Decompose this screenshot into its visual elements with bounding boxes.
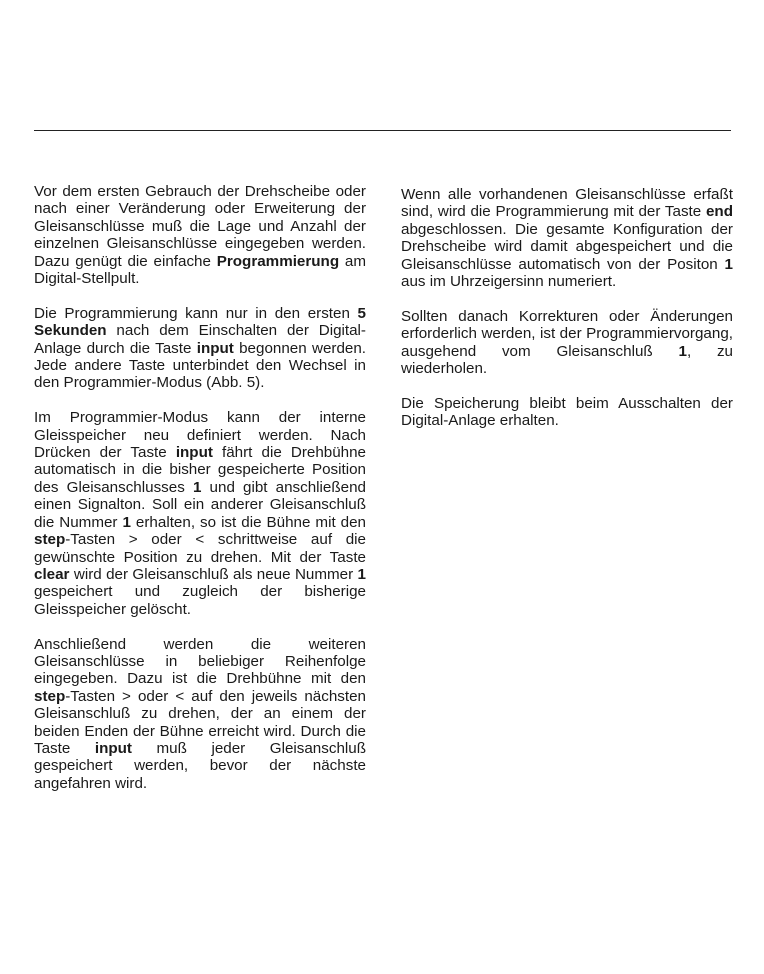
paragraph: Die Programmierung kann nur in den ersten 5 Sekunden nach dem Einschalten der Digital-Anlage durch die Taste input begonnen werden. Jede andere Taste unterbindet den Wechsel in den Programmier-Modus (Abb. 5). <box>34 304 367 392</box>
paragraph: Im Programmier-Modus kann der interne Gleisspeicher neu definiert werden. Nach Drücken der Taste input fährt die Drehbühne automatisch in die bisher gespeicherte Position des Gleisanschlusses 1 und gibt anschließend einen Signalton. Soll ein anderer Gleisanschluß die Nummer 1 erhalten, so ist die Bühne mit den step-Tasten > oder < schrittweise auf die gewünschte Position zu drehen. Mit der Taste clear wird der Gleisanschluß als neue Nummer 1 gespeichert und zugleich der bisherige Gleisspeicher gelöscht. <box>34 409 367 618</box>
right-column <box>401 186 733 447</box>
paragraph: Die Speicherung bleibt beim Ausschalten der Digital-Anlage erhalten. <box>401 394 733 430</box>
paragraph: Anschließend werden die weiteren Gleisanschlüsse in beliebiger Reihenfolge eingegeben. Dazu ist die Drehbühne mit den step-Tasten > oder < auf den jeweils nächsten Gleisanschluß zu drehen, der an einem der beiden Enden der Bühne erreicht wird. Durch die Taste input muß jeder Gleisanschluß gespeichert werden, bevor der nächste angefahren wird. <box>34 635 366 792</box>
header-rule <box>34 130 731 131</box>
left-column <box>34 183 366 810</box>
paragraph: Wenn alle vorhandenen Gleisanschlüsse erfaßt sind, wird die Programmierung mit der Taste end abgeschlossen. Die gesamte Konfiguration der Drehscheibe wird damit abgespeichert und die Gleisanschlüsse automatisch von der Positon 1 aus im Uhrzeigersinn numeriert. <box>401 186 733 291</box>
paragraph: Sollten danach Korrekturen oder Änderungen erforderlich werden, ist der Programmiervorgang, ausgehend vom Gleisanschluß 1, zu wiederholen. <box>401 307 733 378</box>
paragraph: Vor dem ersten Gebrauch der Drehscheibe oder nach einer Veränderung oder Erweiterung der Gleisanschlüsse muß die Lage und Anzahl der einzelnen Gleisanschlüsse eingegeben werden. Dazu genügt die einfache Programmierung am Digital-Stellpult. <box>34 183 366 288</box>
